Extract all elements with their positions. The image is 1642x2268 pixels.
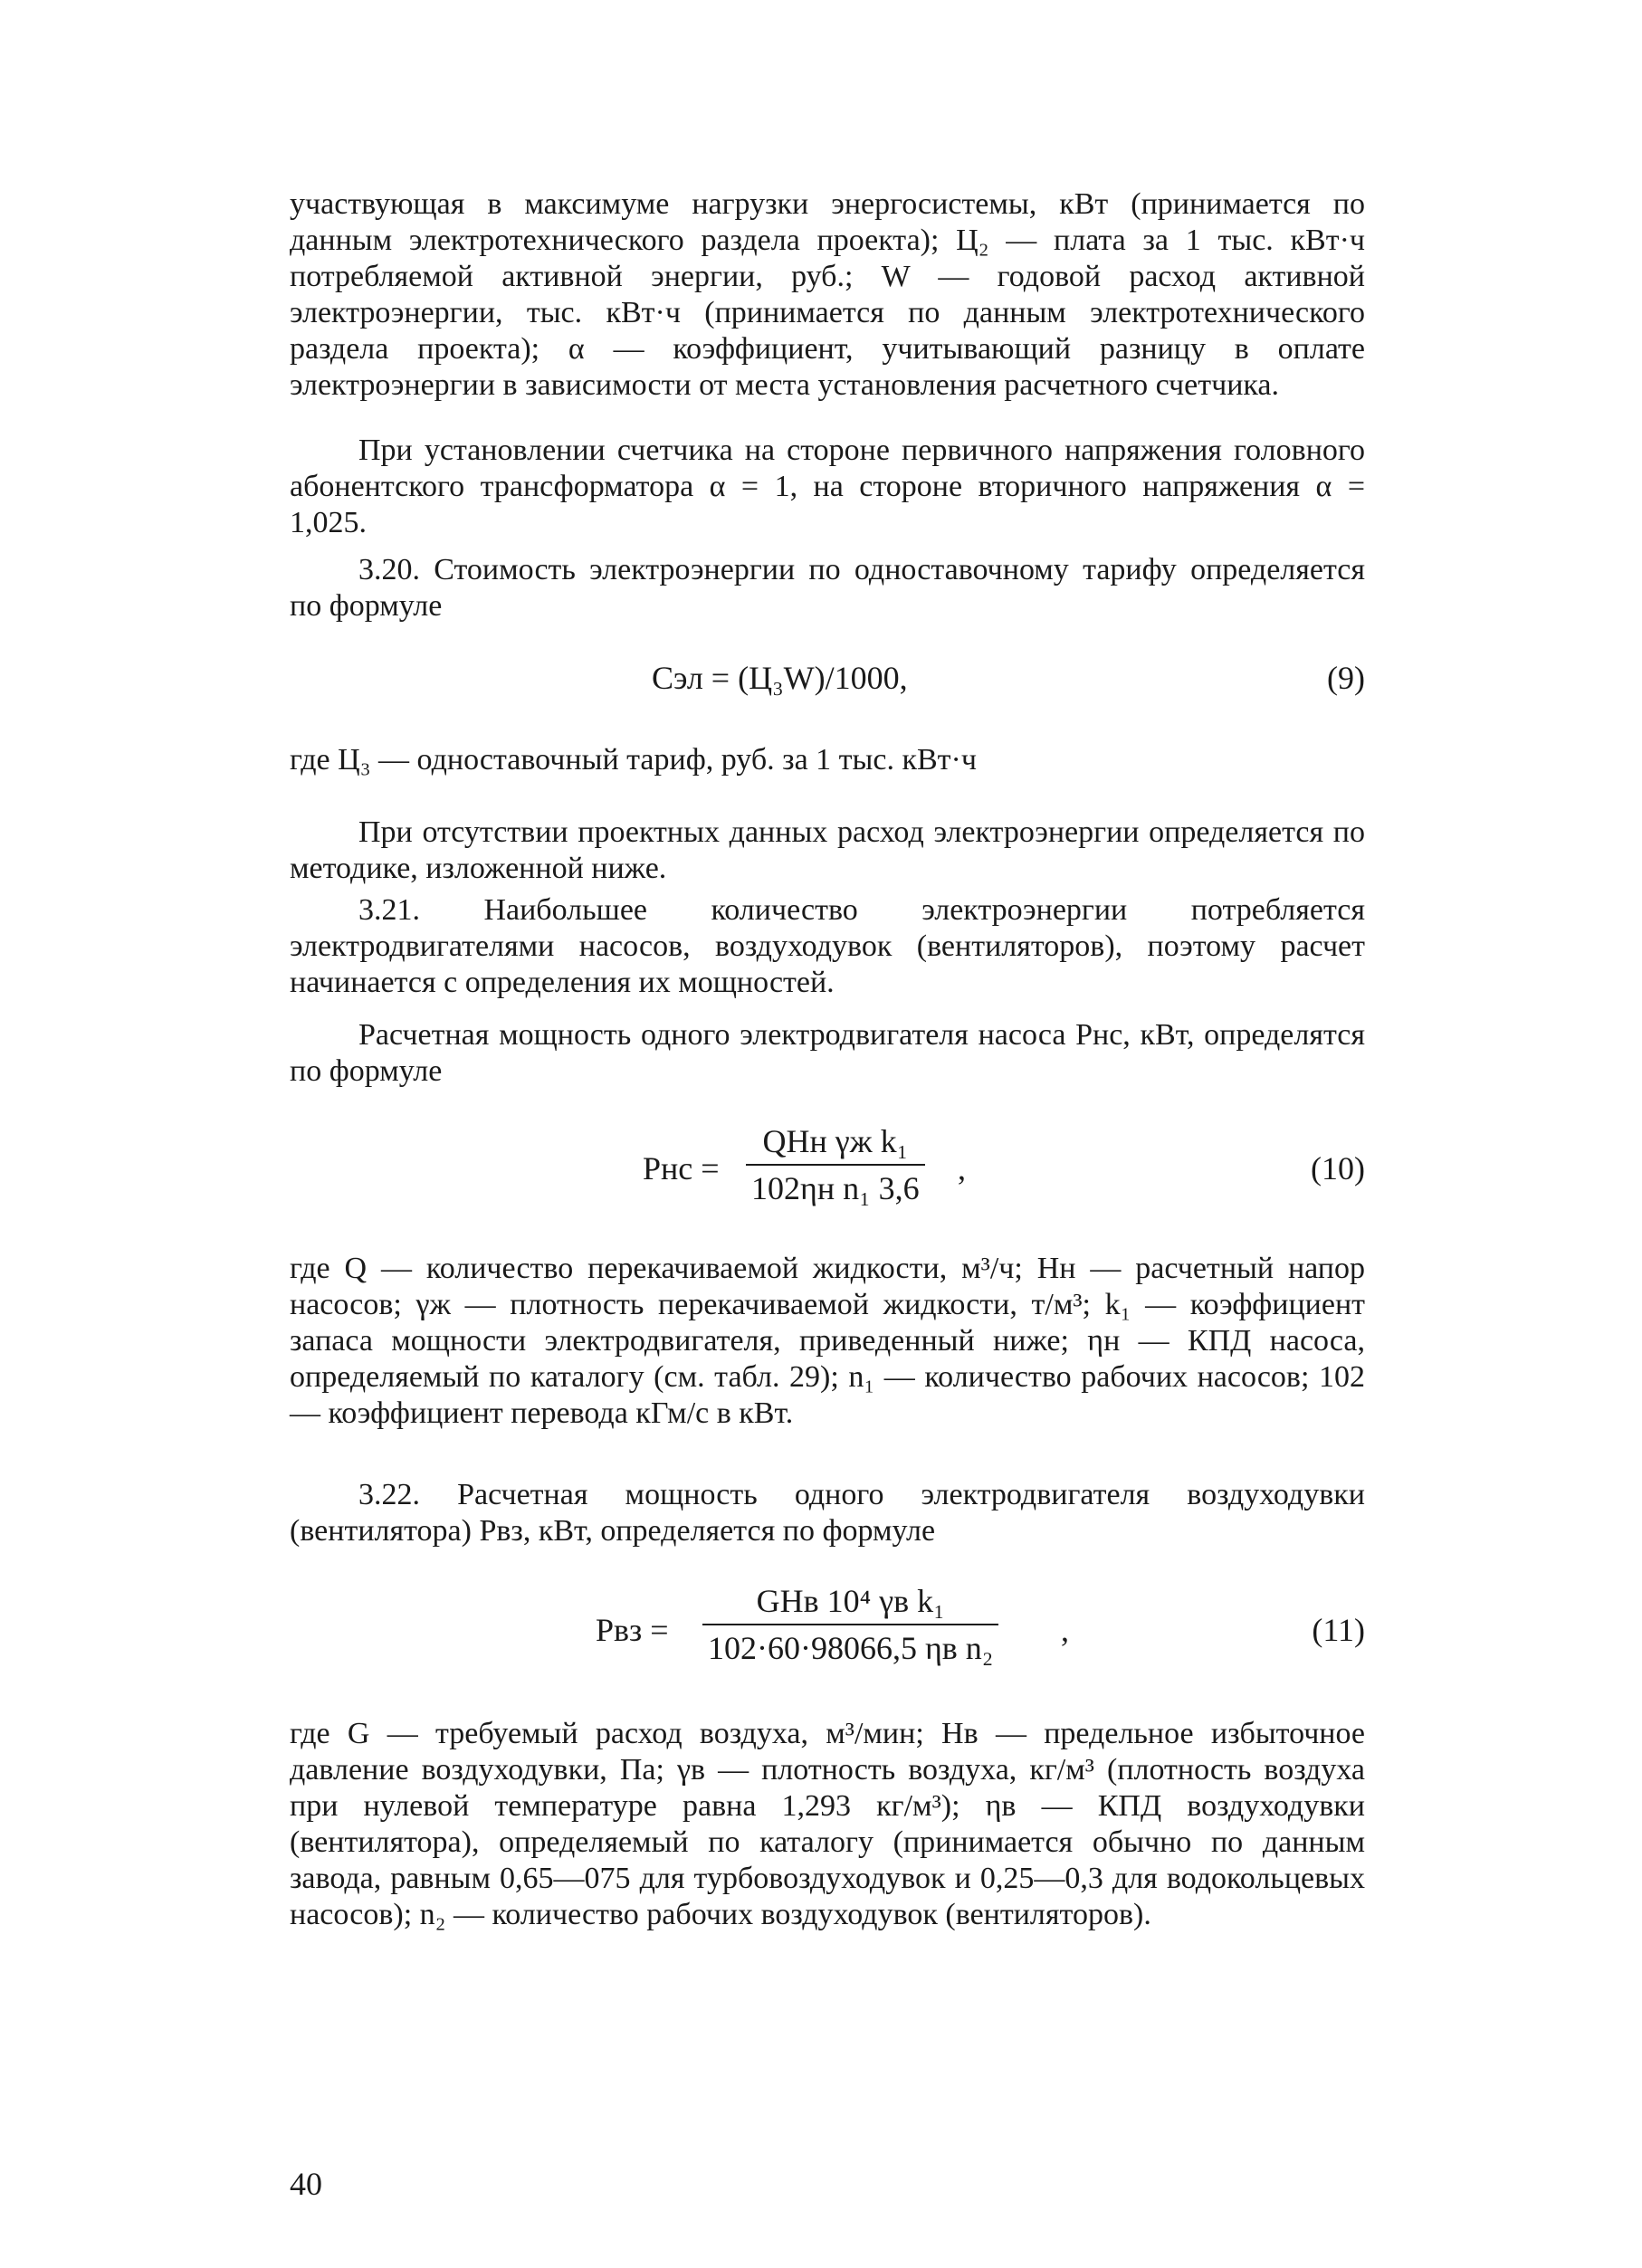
formula-11-number: (11) xyxy=(1312,1612,1365,1648)
formula-11: Pвз = GHв 10⁴ γв k₁ 102·60·98066,5 ηв n₂ , (11) xyxy=(596,1583,1365,1666)
formula-10-lhs: Pнс = xyxy=(643,1150,720,1186)
paragraph-3-21: 3.21. Наибольшее количество электроэнергии потребляется электродвигателями насосов, воздуходувок (вентиляторов), поэтому расчет начинается с определения их мощностей. xyxy=(290,893,1365,999)
paragraph-3-22: 3.22. Расчетная мощность одного электродвигателя воздуходувки (вентилятора) Pвз, кВт, определяется по формуле xyxy=(290,1478,1365,1548)
paragraph-pump-power: Расчетная мощность одного электродвигателя насоса Pнс, кВт, определятся по формуле xyxy=(290,1018,1365,1088)
paragraph-meter-note: При установлении счетчика на стороне первичного напряжения головного абонентского трансформатора α = 1, на стороне вторичного напряжения α = 1,025. xyxy=(290,434,1365,539)
paragraph-3-20: 3.20. Стоимость электроэнергии по одноставочному тарифу определяется по формуле xyxy=(290,553,1365,623)
formula-11-denominator: 102·60·98066,5 ηв n₂ xyxy=(708,1630,994,1666)
page-number: 40 xyxy=(290,2166,322,2202)
formula-9-expression: Cэл = (Ц₃W)/1000, xyxy=(652,660,908,696)
formula-10-number: (10) xyxy=(1311,1150,1365,1186)
paragraph-where-tariff: где Ц₃ — одноставочный тариф, руб. за 1 тыс. кВт·ч xyxy=(290,743,977,777)
formula-10-fraction xyxy=(746,1122,925,1207)
formula-10: Pнс = QHн γж k₁ 102ηн n₁ 3,6 , (10) xyxy=(643,1123,1365,1206)
paragraph-where-10: где Q — количество перекачиваемой жидкости, м³/ч; Hн — расчетный напор насосов; γж — плотность перекачиваемой жидкости, т/м³; k₁ — коэффициент запаса мощности электродвигателя, приведенный ниже; ηн — КПД насоса, определяемый по каталогу (см. табл. 29); n₁ — количество рабочих насосов; 102 — коэффициент перевода кГм/с в кВт. xyxy=(290,1252,1365,1430)
formula-11-lhs: Pвз = xyxy=(596,1612,669,1648)
formula-10-numerator: QHн γж k₁ xyxy=(746,1122,925,1166)
paragraph-no-data: При отсутствии проектных данных расход электроэнергии определяется по методике, изложенной ниже. xyxy=(290,815,1365,885)
paragraph-where-11: где G — требуемый расход воздуха, м³/мин; Hв — предельное избыточное давление воздуходувки, Па; γв — плотность воздуха, кг/м³ (плотность воздуха при нулевой температуре равна 1,293 кг/м³); ηв — КПД воздуходувки (вентилятора), определяемый по каталогу (принимается обычно по данным завода, равным 0,65—075 для турбовоздуходувок и 0,25—0,3 для водокольцевых насосов); n₂ — количество рабочих воздуходувок (вентиляторов). xyxy=(290,1717,1365,1931)
paragraph-continuation: участвующая в максимуме нагрузки энергосистемы, кВт (принимается по данным электротехнического раздела проекта); Ц₂ — плата за 1 тыс. кВт·ч потребляемой активной энергии, руб.; W — годовой расход активной электроэнергии, тыс. кВт·ч (принимается по данным электротехнического раздела проекта); α — коэффициент, учитывающий разницу в оплате электроэнергии в зависимости от места установления расчетного счетчика. xyxy=(290,187,1365,402)
formula-11-fraction xyxy=(702,1582,998,1667)
formula-10-denominator: 102ηн n₁ 3,6 xyxy=(751,1170,920,1206)
formula-9-number: (9) xyxy=(1327,660,1365,696)
formula-9 xyxy=(290,659,1365,704)
formula-11-numerator: GHв 10⁴ γв k₁ xyxy=(702,1582,998,1625)
